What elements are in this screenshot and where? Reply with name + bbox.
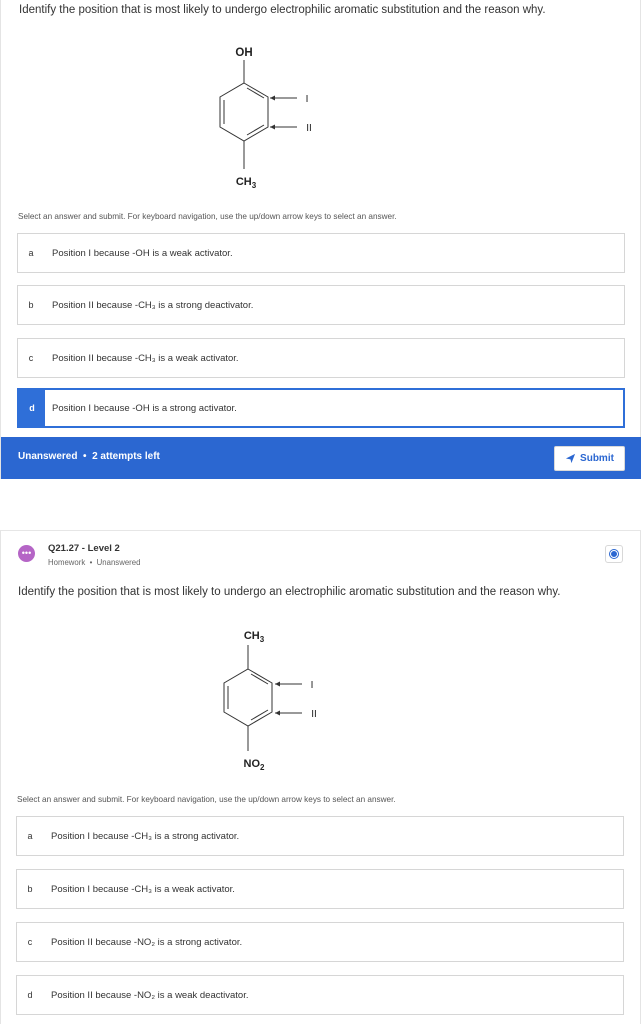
option-label: Position I because -CH₃ is a strong activator. bbox=[51, 830, 240, 842]
option-label: Position I because -OH is a strong activator. bbox=[52, 402, 237, 414]
molecule-bottom-subscript: 2 bbox=[260, 763, 265, 772]
meta-separator: • bbox=[87, 558, 95, 567]
option-label: Position I because -CH₃ is a weak activator. bbox=[51, 883, 235, 895]
question-title: Q21.27 - Level 2 bbox=[48, 543, 120, 554]
option-c[interactable] bbox=[16, 922, 624, 962]
option-letter: c bbox=[27, 937, 33, 947]
molecule-bottom-label: $CH_3$ bbox=[235, 176, 257, 190]
molecule-top-label: $CH_3$ bbox=[243, 630, 265, 644]
send-icon bbox=[565, 453, 576, 464]
option-c[interactable] bbox=[17, 338, 625, 378]
molecule-bottom-label: $NO_2$ bbox=[243, 758, 265, 772]
option-b[interactable] bbox=[16, 869, 624, 909]
question-options-button[interactable] bbox=[605, 545, 623, 563]
card-gap bbox=[0, 479, 641, 530]
option-a[interactable] bbox=[17, 233, 625, 273]
meta-type: Homework bbox=[48, 558, 86, 567]
position-II-label: II bbox=[306, 123, 312, 134]
molecule-bottom-subscript: 3 bbox=[251, 181, 257, 190]
question-meta bbox=[48, 558, 140, 567]
option-letter: a bbox=[28, 248, 34, 258]
molecule-diagram-2 bbox=[198, 625, 338, 775]
position-I-label: I bbox=[305, 94, 309, 105]
position-I-label: I bbox=[310, 680, 314, 691]
option-d-selected[interactable] bbox=[17, 388, 625, 428]
option-a[interactable] bbox=[16, 816, 624, 856]
question-text: Identify the position that is most likely to undergo electrophilic aromatic substitution and the reason why. bbox=[19, 4, 546, 16]
attempts-label: 2 attempts left bbox=[92, 451, 160, 462]
option-label: Position II because -CH₃ is a strong deactivator. bbox=[52, 299, 254, 311]
molecule-top-label: OH bbox=[235, 47, 253, 59]
status-label: Unanswered bbox=[18, 451, 78, 462]
option-letter: b bbox=[28, 300, 34, 310]
status-separator: • bbox=[80, 451, 90, 462]
question-text-2: Identify the position that is most likely to undergo an electrophilic aromatic substitution and the reason why. bbox=[18, 586, 561, 598]
molecule-diagram-1 bbox=[196, 40, 336, 192]
option-letter: b bbox=[27, 884, 33, 894]
instruction-text-2: Select an answer and submit. For keyboard navigation, use the up/down arrow keys to select an answer. bbox=[17, 795, 396, 804]
option-b[interactable] bbox=[17, 285, 625, 325]
position-II-label: II bbox=[311, 709, 317, 720]
status-dot-icon bbox=[610, 550, 618, 558]
option-label: Position I because -OH is a weak activator. bbox=[52, 247, 233, 259]
option-d[interactable] bbox=[16, 975, 624, 1015]
option-letter: c bbox=[28, 353, 34, 363]
option-label: Position II because -NO₂ is a strong activator. bbox=[51, 936, 243, 948]
submit-button[interactable] bbox=[554, 446, 625, 471]
question-type-badge: ••• bbox=[18, 545, 35, 562]
molecule-top-subscript: 3 bbox=[259, 635, 265, 644]
submit-label: Submit bbox=[580, 453, 614, 464]
option-label: Position II because -NO₂ is a weak deactivator. bbox=[51, 989, 249, 1001]
status-bar bbox=[1, 437, 641, 479]
status-text bbox=[18, 451, 160, 462]
option-letter: d bbox=[27, 990, 33, 1000]
question-card-1 bbox=[0, 0, 641, 479]
option-letter: d bbox=[19, 390, 45, 426]
option-label: Position II because -CH₃ is a weak activator. bbox=[52, 352, 239, 364]
instruction-text: Select an answer and submit. For keyboard navigation, use the up/down arrow keys to select an answer. bbox=[18, 212, 397, 221]
meta-status: Unanswered bbox=[96, 558, 141, 567]
option-letter: a bbox=[27, 831, 33, 841]
